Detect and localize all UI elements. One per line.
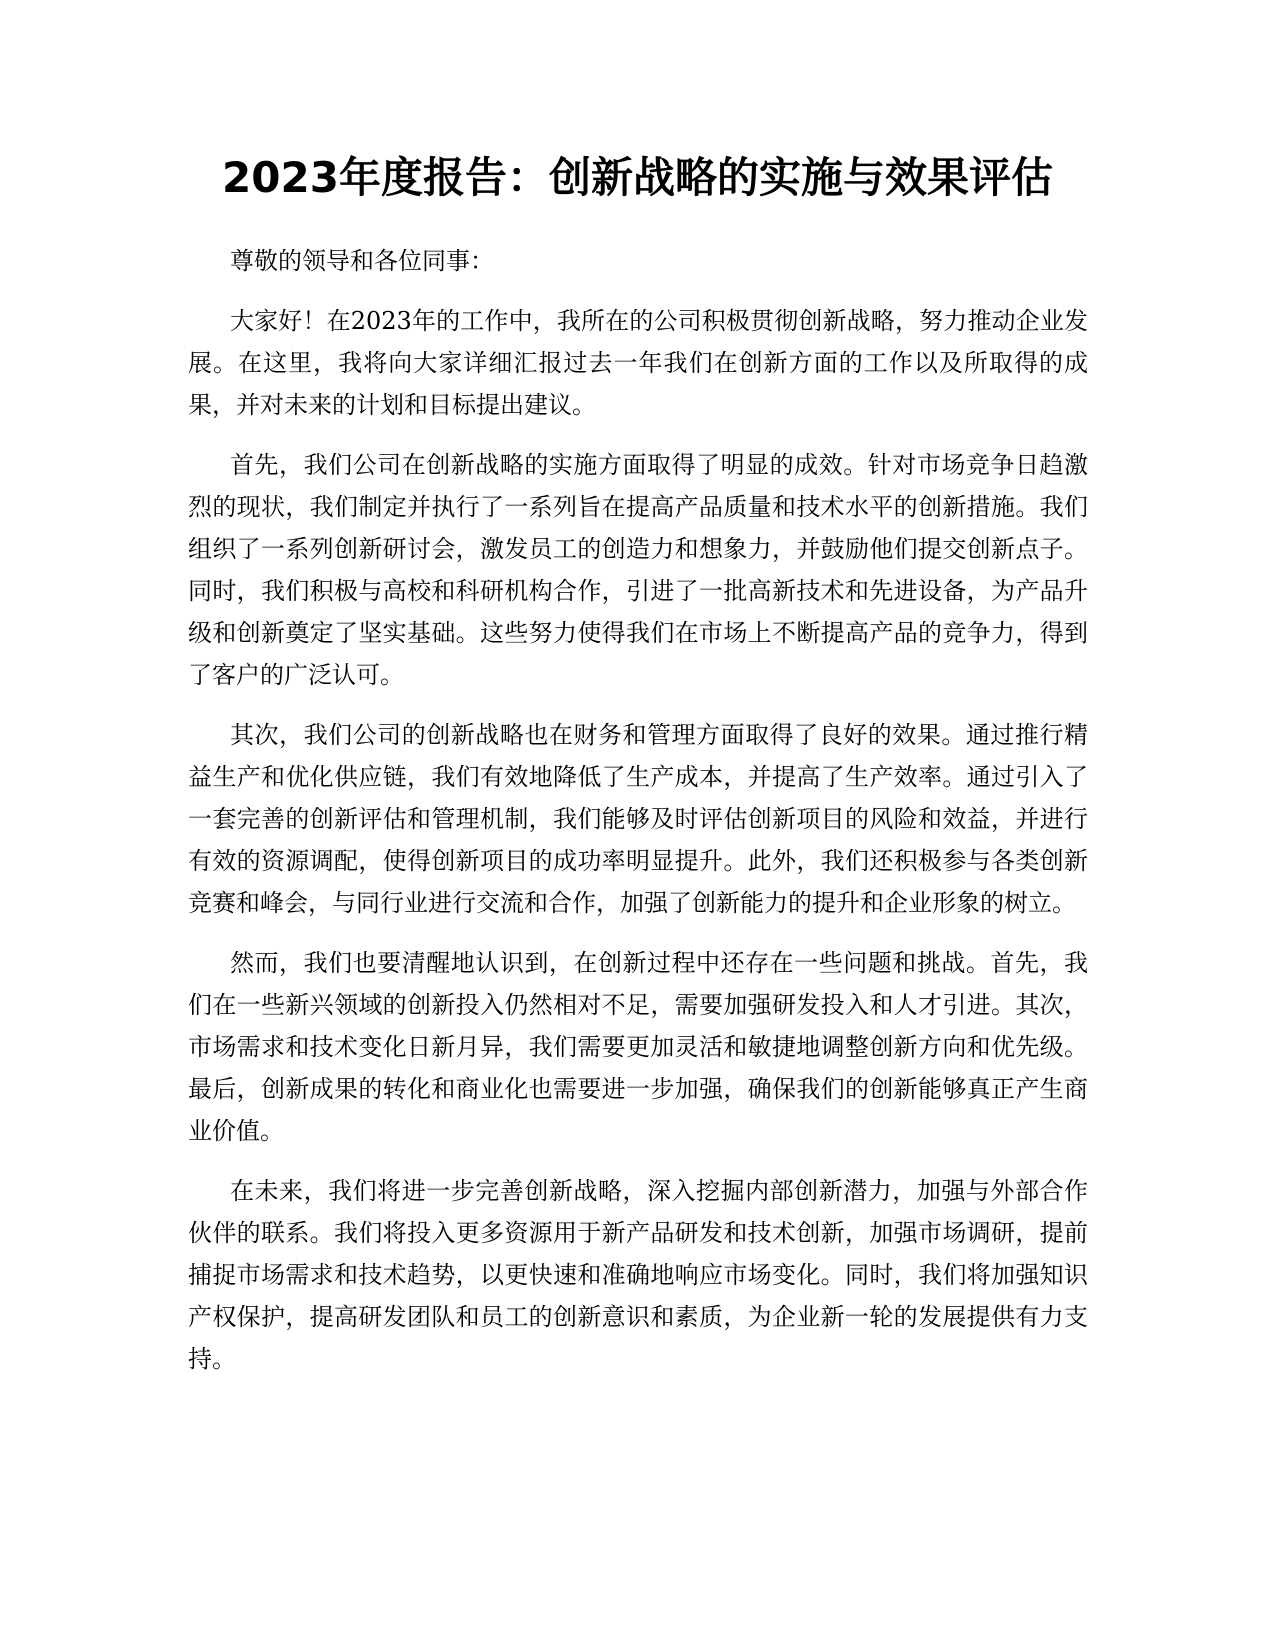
paragraph-future: 在未来，我们将进一步完善创新战略，深入挖掘内部创新潜力，加强与外部合作伙伴的联系。我们将投入更多资源用于新产品研发和技术创新，加强市场调研，提前捕捉市场需求和技术趋势，以更快速和准确地响应市场变化。同时，我们将加强知识产权保护，提高研发团队和员工的创新意识和素质，为企业新一轮的发展提供有力支持。: [188, 1177, 1088, 1373]
salutation: 尊敬的领导和各位同事：: [230, 247, 494, 275]
paragraph-finance-management: 其次，我们公司的创新战略也在财务和管理方面取得了良好的效果。通过推行精益生产和优化供应链，我们有效地降低了生产成本，并提高了生产效率。通过引入了一套完善的创新评估和管理机制，我们能够及时评估创新项目的风险和效益，并进行有效的资源调配，使得创新项目的成功率明显提升。此外，我们还积极参与各类创新竞赛和峰会，与同行业进行交流和合作，加强了创新能力的提升和企业形象的树立。: [188, 721, 1088, 917]
paragraph-implementation: 首先，我们公司在创新战略的实施方面取得了明显的成效。针对市场竞争日趋激烈的现状，我们制定并执行了一系列旨在提高产品质量和技术水平的创新措施。我们组织了一系列创新研讨会，激发员工的创造力和想象力，并鼓励他们提交创新点子。同时，我们积极与高校和科研机构合作，引进了一批高新技术和先进设备，为产品升级和创新奠定了坚实基础。这些努力使得我们在市场上不断提高产品的竞争力，得到了客户的广泛认可。: [188, 451, 1088, 689]
document-body: [188, 240, 1088, 1398]
document-title: 2023年度报告：创新战略的实施与效果评估: [222, 153, 1053, 202]
paragraph-intro: 大家好！在2023年的工作中，我所在的公司积极贯彻创新战略，努力推动企业发展。在这里，我将向大家详细汇报过去一年我们在创新方面的工作以及所取得的成果，并对未来的计划和目标提出建议。: [188, 307, 1088, 419]
paragraph-challenges: 然而，我们也要清醒地认识到，在创新过程中还存在一些问题和挑战。首先，我们在一些新兴领域的创新投入仍然相对不足，需要加强研发投入和人才引进。其次，市场需求和技术变化日新月异，我们需要更加灵活和敏捷地调整创新方向和优先级。最后，创新成果的转化和商业化也需要进一步加强，确保我们的创新能够真正产生商业价值。: [188, 949, 1088, 1145]
